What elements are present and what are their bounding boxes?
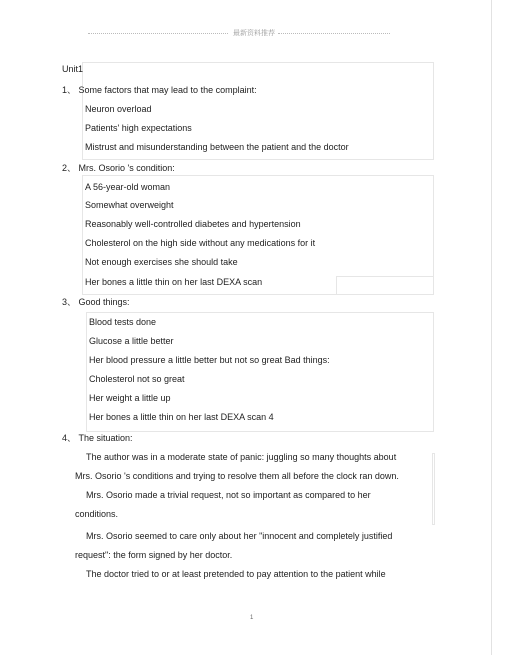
q4-line: The doctor tried to or at least pretended to pay attention to the patient while: [86, 569, 386, 579]
q1-item: Mistrust and misunderstanding between the patient and the doctor: [85, 142, 349, 152]
q2-item: Not enough exercises she should take: [85, 257, 238, 267]
q2-item: Cholesterol on the high side without any medications for it: [85, 238, 316, 248]
q1-heading: 1、 Some factors that may lead to the complaint:: [62, 85, 257, 95]
q3-item: Cholesterol not so great: [89, 374, 185, 384]
q4-line: Mrs. Osorio 's conditions and trying to resolve them all before the clock ran down.: [75, 471, 399, 481]
q2-heading: 2、 Mrs. Osorio 's condition:: [62, 163, 175, 173]
q2-item: Somewhat overweight: [85, 200, 174, 210]
q3-item: Blood tests done: [89, 317, 157, 327]
unit-title: Unit1: [62, 64, 84, 74]
frame-q4-right: [432, 453, 435, 525]
header-rule-left: [88, 33, 228, 34]
q4-heading: 4、 The situation:: [62, 433, 133, 443]
q4-line-text: Mrs. Osorio made a trivial request, not so important as compared to her: [86, 490, 371, 500]
page-number: 1: [250, 615, 254, 621]
q3-item: Her blood pressure a little better but not so great Bad things:: [89, 355, 330, 365]
q4-line: Mrs. Osorio seemed to care only about her "innocent and completely justified: [86, 531, 393, 541]
q2-item: Reasonably well-controlled diabetes and hypertension: [85, 219, 301, 229]
q3-item: Her bones a little thin on her last DEXA scan 4: [89, 412, 274, 422]
q2-item: A 56-year-old woman: [85, 182, 171, 192]
q1-item: Neuron overload: [85, 104, 152, 114]
page-edge: [491, 0, 492, 655]
q3-item: Her weight a little up: [89, 393, 171, 403]
q3-item: Glucose a little better: [89, 336, 174, 346]
q3-heading: 3、 Good things:: [62, 297, 130, 307]
q4-line: The author was in a moderate state of panic: juggling so many thoughts about: [86, 452, 397, 462]
q2-item: Her bones a little thin on her last DEXA scan: [85, 277, 263, 287]
q4-line: conditions.: [75, 509, 119, 519]
q4-line: [86, 490, 430, 501]
header-rule-right: [278, 33, 390, 34]
frame-q2-tail: [336, 276, 434, 295]
header-text: 最新资料推荐: [233, 29, 275, 37]
q1-item: Patients' high expectations: [85, 123, 192, 133]
q4-line: request": the form signed by her doctor.: [75, 550, 233, 560]
